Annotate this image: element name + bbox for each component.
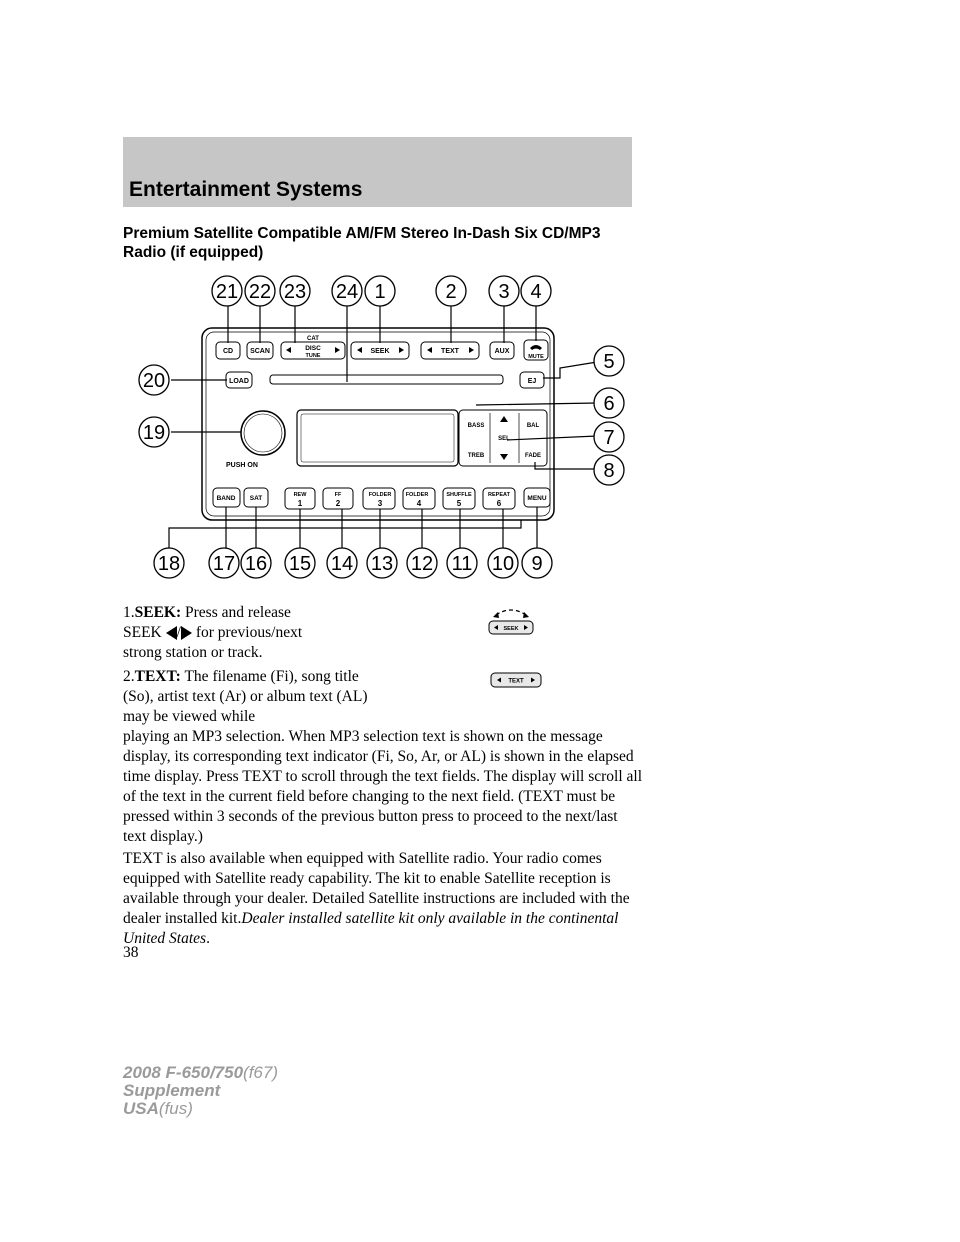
preset-2-label: 2 [335, 499, 341, 508]
callout-23: 23 [283, 281, 307, 303]
satellite-body: TEXT is also available when equipped with Satellite radio. Your radio comes equipped with Satellite ready capability. The kit to enable Satellite reception is available through your dealer. Detailed Satellite instructions are included with the dealer installed kit. [123, 850, 630, 927]
footer-model-code: (f67) [243, 1063, 279, 1082]
callout-24: 24 [335, 281, 359, 303]
callout-7: 7 [603, 427, 615, 449]
seek-description [123, 603, 373, 663]
sat-label: SAT [249, 495, 263, 502]
callout-11: 11 [451, 553, 473, 575]
folder-right-label: FOLDER [405, 492, 429, 498]
radio-diagram [123, 270, 643, 590]
footer-market-code: (fus) [158, 1099, 193, 1118]
callout-10: 10 [491, 553, 515, 575]
callout-17: 17 [212, 553, 236, 575]
menu-label: MENU [527, 495, 547, 502]
seek-forward-arrow-icon [181, 626, 192, 640]
text-label: TEXT [441, 348, 459, 355]
treb-label[interactable]: TREB [467, 453, 485, 459]
callout-21: 21 [215, 281, 239, 303]
radio-subheading: Premium Satellite Compatible AM/FM Stereo In-Dash Six CD/MP3 Radio (if equipped) [123, 225, 601, 261]
disc-label: DISC [305, 345, 321, 352]
seek-motion-arc-icon [496, 610, 526, 615]
message-display [297, 410, 458, 466]
footer [123, 1064, 278, 1118]
seek-line2-tail: for previous/next [195, 624, 303, 641]
text-item-number: 2. [123, 668, 135, 685]
repeat-label: REPEAT [488, 492, 510, 498]
seek-item-label: SEEK: [134, 604, 182, 621]
text-description-narrow [123, 667, 378, 727]
callout-12: 12 [410, 553, 434, 575]
callout-18: 18 [157, 553, 181, 575]
rew-label: REW [293, 492, 307, 498]
text-button-illustration [490, 671, 542, 694]
text-small-label: TEXT [508, 678, 524, 685]
tune-label: TUNE [305, 353, 321, 359]
callout-3: 3 [498, 281, 510, 303]
power-volume-knob[interactable] [241, 411, 285, 455]
text-item-label: TEXT: [134, 668, 181, 685]
cd-label: CD [222, 348, 234, 355]
satellite-italic-note: Dealer installed satellite kit only available in the continental United States [123, 910, 619, 947]
ej-label: EJ [527, 378, 537, 385]
seek-button-illustration [488, 605, 534, 642]
callout-6: 6 [603, 393, 615, 415]
text-narrow-body: The filename (Fi), song title (So), artist text (Ar) or album text (AL) may be viewed while [123, 668, 368, 725]
callout-15: 15 [288, 553, 312, 575]
seek-small-label: SEEK [503, 626, 519, 632]
seek-item-number: 1. [123, 604, 135, 621]
seek-slash: / [176, 624, 181, 641]
callout-5: 5 [603, 351, 615, 373]
seek-arc-right-head [523, 612, 529, 618]
callout-9: 9 [531, 553, 543, 575]
sel-label[interactable]: SEL [498, 436, 510, 442]
band-label: BAND [216, 495, 236, 502]
preset-3-label: 3 [377, 499, 383, 508]
shuffle-label: SHUFFLE [446, 492, 472, 498]
preset-4-label: 4 [416, 499, 422, 508]
bal-label[interactable]: BAL [526, 423, 540, 429]
callout-1: 1 [374, 281, 386, 303]
seek-line1: Press and release [185, 604, 291, 621]
satellite-end: . [206, 930, 210, 947]
callout-4: 4 [530, 281, 542, 303]
load-label: LOAD [229, 378, 249, 385]
cat-label: CAT [307, 336, 319, 342]
seek-line3: strong station or track. [123, 644, 263, 661]
preset-1-label: 1 [297, 499, 303, 508]
folder-left-label: FOLDER [368, 492, 392, 498]
callout-2: 2 [445, 281, 457, 303]
bottom-button-row [213, 488, 550, 509]
footer-supplement: Supplement [123, 1081, 221, 1100]
push-on-label: PUSH ON [226, 462, 258, 469]
callout-19: 19 [142, 422, 166, 444]
seek-word: SEEK [123, 624, 162, 641]
ff-label: FF [334, 492, 342, 498]
callout-16: 16 [244, 553, 268, 575]
callout-20: 20 [142, 370, 166, 392]
callout-22: 22 [248, 281, 272, 303]
preset-5-label: 5 [456, 499, 462, 508]
callout-8: 8 [603, 460, 615, 482]
fade-label[interactable]: FADE [524, 453, 542, 459]
seek-arc-left-head [493, 612, 499, 618]
cd-slot [270, 375, 503, 384]
aux-label: AUX [494, 348, 510, 355]
bass-label[interactable]: BASS [467, 423, 485, 429]
callout-13: 13 [370, 553, 394, 575]
seek-back-arrow-icon [166, 626, 177, 640]
page-number: 38 [123, 944, 139, 961]
section-title: Entertainment Systems [129, 178, 363, 201]
scan-label: SCAN [250, 348, 270, 355]
footer-market: USA [123, 1099, 159, 1118]
seek-label: SEEK [370, 348, 390, 355]
satellite-paragraph [123, 849, 643, 949]
preset-6-label: 6 [496, 499, 502, 508]
text-description-wide: playing an MP3 selection. When MP3 selection text is shown on the message display, its corresponding text indicator (Fi, So, Ar, or AL) is shown in the elapsed time display. Press TEXT to scroll through the text fields. The display will scroll all of the text in the current field before changing to the next field. (TEXT must be pressed within 3 seconds of the previous button press to proceed to the next/last text display.) [123, 728, 643, 845]
footer-model: 2008 F-650/750 [123, 1063, 244, 1082]
mute-label: MUTE [528, 354, 544, 360]
callout-14: 14 [330, 553, 354, 575]
